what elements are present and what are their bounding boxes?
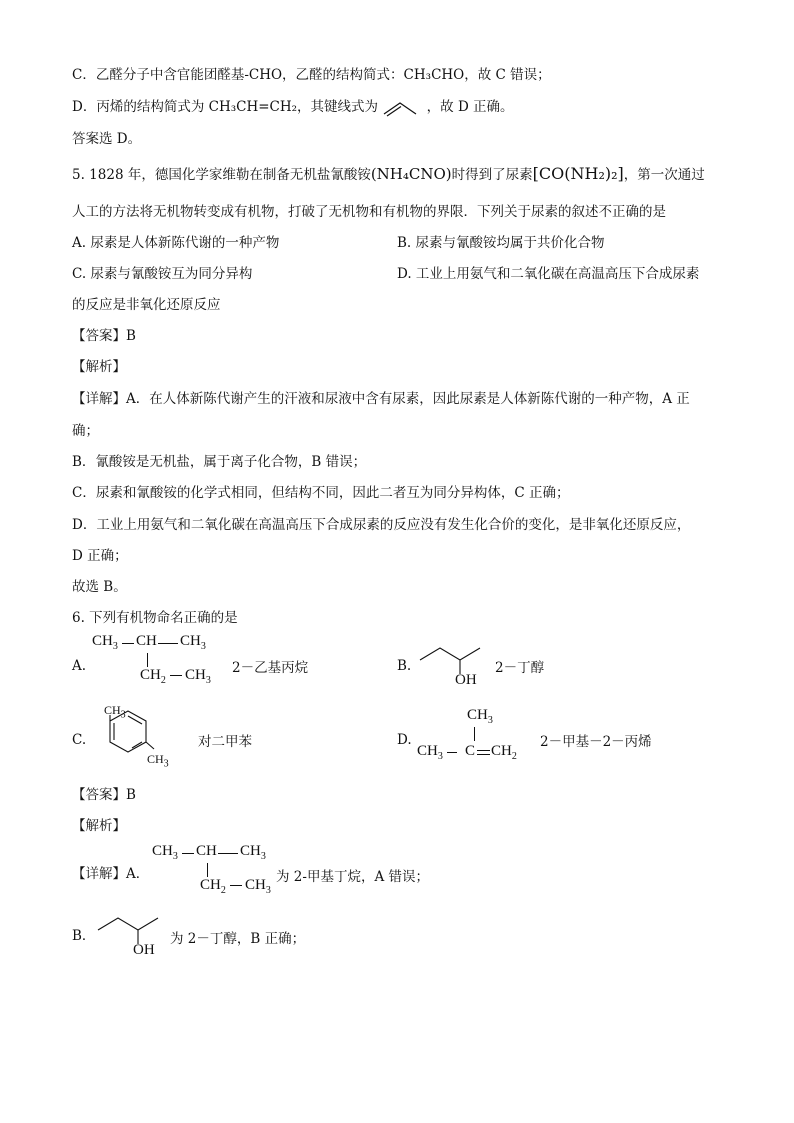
q6-option-a-label: A. bbox=[72, 658, 87, 674]
q6-option-c-name: 对二甲苯 bbox=[198, 734, 252, 750]
q5-option-b: B. 尿素与氰酸铵均属于共价化合物 bbox=[397, 235, 605, 251]
q5-stem-pre: 5. 1828 年，德国化学家维勒在制备无机盐氰酸铵 bbox=[72, 167, 371, 183]
q6-option-d-name: 2－甲基－2－丙烯 bbox=[540, 734, 652, 750]
q5-stem-post: ，第一次通过 bbox=[623, 167, 705, 183]
q6-answer bbox=[72, 786, 136, 804]
propene-skeletal-icon bbox=[382, 100, 422, 116]
q5-detail-b: B．氰酸铵是无机盐，属于离子化合物，B 错误； bbox=[72, 454, 367, 470]
q5-stem-mid: 时得到了尿素 bbox=[451, 167, 533, 183]
q6-option-c-xylene-ring-icon bbox=[88, 700, 188, 780]
q5-detail-tag: 【详解】 bbox=[72, 391, 126, 407]
q5-analysis-tag: 【解析】 bbox=[72, 359, 126, 375]
q5-detail-d1: D．工业上用氨气和二氧化碳在高温高压下合成尿素的反应没有发生化合价的变化，是非氧化还原反应， bbox=[72, 517, 691, 533]
q5-detail-c: C．尿素和氰酸铵的化学式相同，但结构不同，因此二者互为同分异构体，C 正确； bbox=[72, 485, 570, 501]
q5-stem-line2: 人工的方法将无机物转变成有机物，打破了无机物和有机物的界限．下列关于尿素的叙述不正确的是 bbox=[72, 204, 666, 220]
q5-detail-d2: D 正确； bbox=[72, 548, 128, 564]
q5-option-d-cont: 的反应是非氧化还原反应 bbox=[72, 297, 221, 313]
q6-answer-value: B bbox=[126, 787, 136, 803]
q6-detail-b-label: B． bbox=[72, 928, 96, 944]
q6-analysis-tag: 【解析】 bbox=[72, 818, 126, 834]
q6-option-b-label: B. bbox=[397, 658, 412, 674]
q5-formula-urea: [CO(NH₂)₂] bbox=[532, 164, 624, 183]
q6-detail-a-head bbox=[72, 865, 149, 883]
q6-detail-a-structure: $CH_3$ CH $CH_3$ $CH_2$ $CH_3$ bbox=[152, 843, 271, 896]
q6-option-d-structure: $CH_3$ $CH_3$ C $CH_2$ bbox=[417, 707, 517, 762]
q6-option-b-oh bbox=[455, 672, 495, 692]
q6-option-a-structure: $CH_3$ CH $CH_3$ $CH_2$ $CH_3$ bbox=[92, 633, 211, 686]
q4-option-c-text: C．乙醛分子中含官能团醛基-CHO，乙醛的结构简式：CH₃CHO，故 C 错误； bbox=[72, 67, 551, 83]
q6-option-d-label: D. bbox=[397, 732, 412, 748]
q5-option-c: C. 尿素与氰酸铵互为同分异构 bbox=[72, 266, 253, 282]
q4-option-d-text bbox=[72, 98, 514, 116]
q6-option-b-oh-text: OH bbox=[455, 672, 477, 688]
q5-formula-ammonium-cyanate: (NH₄CNO) bbox=[370, 165, 452, 183]
q4-option-d-pre: D．丙烯的结构简式为 CH₃CH=CH₂，其键线式为 bbox=[72, 99, 379, 115]
q6-detail-b-oh-text: OH bbox=[133, 942, 155, 958]
q6-option-b-name: 2－丁醇 bbox=[495, 660, 545, 676]
q5-stem-line1 bbox=[72, 165, 705, 184]
q6-detail-b-oh bbox=[133, 942, 173, 962]
q6-detail-b-text: 为 2－丁醇，B 正确； bbox=[170, 931, 306, 947]
q6-stem: 6. 下列有机物命名正确的是 bbox=[72, 610, 238, 626]
q4-option-d-post: ，故 D 正确。 bbox=[426, 99, 514, 115]
q4-answer: 答案选 D。 bbox=[72, 131, 142, 147]
q5-option-d: D. 工业上用氨气和二氧化碳在高温高压下合成尿素 bbox=[397, 266, 700, 282]
q5-answer bbox=[72, 327, 136, 345]
q6-detail-a-label: A． bbox=[126, 866, 150, 882]
q6-detail-tag: 【详解】 bbox=[72, 866, 126, 882]
q5-detail-a1-text: A．在人体新陈代谢产生的汗液和尿液中含有尿素，因此尿素是人体新陈代谢的一种产物，A 正 bbox=[126, 391, 690, 407]
q5-answer-value: B bbox=[126, 328, 136, 344]
q6-detail-a-text: 为 2-甲基丁烷，A 错误； bbox=[276, 869, 429, 885]
q5-answer-tag: 【答案】 bbox=[72, 328, 126, 344]
q5-option-a: A. 尿素是人体新陈代谢的一种产物 bbox=[72, 235, 280, 251]
q6-answer-tag: 【答案】 bbox=[72, 787, 126, 803]
q6-option-a-name: 2－乙基丙烷 bbox=[232, 660, 309, 676]
q5-detail-a1 bbox=[72, 390, 690, 408]
q5-conclusion: 故选 B。 bbox=[72, 579, 127, 595]
q6-option-c-label: C. bbox=[72, 732, 87, 748]
q5-detail-a2: 确； bbox=[72, 423, 99, 439]
